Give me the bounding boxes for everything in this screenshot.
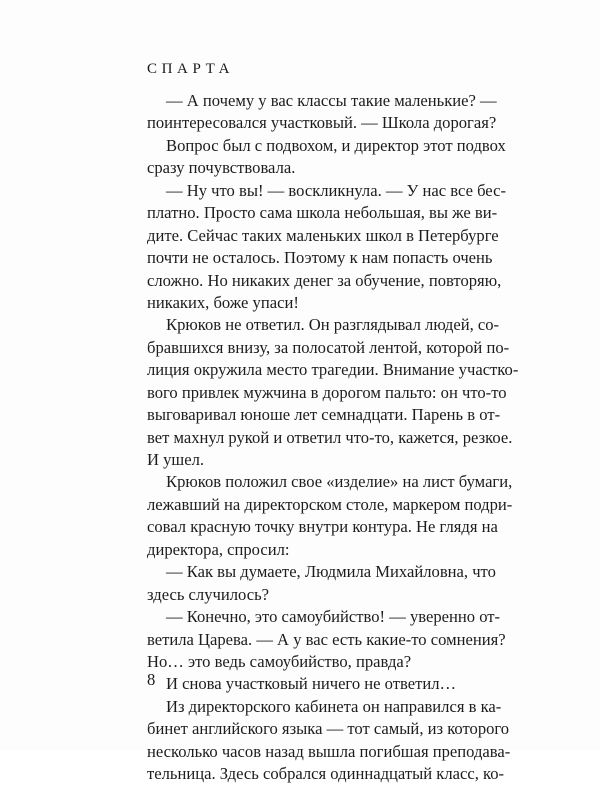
- text-line: — А почему у вас классы такие маленькие? —: [166, 91, 497, 110]
- body-text: [147, 90, 519, 786]
- text-line: поинтересовался участковый. — Школа дорогая?: [147, 113, 497, 133]
- text-line: вого привлек мужчина в дорогом пальто: он что-то: [147, 382, 507, 402]
- text-line: Вопрос был с подвохом, и директор этот подвох: [166, 135, 506, 155]
- text-line: сразу почувствовала.: [147, 158, 296, 178]
- running-head: СПАРТА: [147, 61, 235, 77]
- page-number: 8: [147, 670, 156, 689]
- text-line: бинет английского языка — тот самый, из которого: [147, 719, 510, 739]
- text-line: несколько часов назад вышла погибшая преподава-: [147, 741, 511, 761]
- text-line: совал красную точку внутри контура. Не глядя на: [147, 517, 498, 537]
- text-line: дите. Сейчас таких маленьких школ в Петербурге: [147, 225, 499, 245]
- text-line: вет махнул рукой и ответил что-то, кажется, резкое.: [147, 427, 513, 447]
- text-line: сложно. Но никаких денег за обучение, повторяю,: [147, 270, 502, 290]
- text-line: директора, спросил:: [147, 539, 290, 559]
- text-line: лиция окружила место трагедии. Внимание участко-: [147, 360, 519, 380]
- text-line: лежавший на директорском столе, маркером подри-: [147, 494, 513, 514]
- text-line: выговаривал юноше лет семнадцати. Парень в от-: [147, 405, 501, 425]
- text-line: Крюков не ответил. Он разглядывал людей, со-: [166, 315, 500, 335]
- text-line: — Ну что вы! — воскликнула. — У нас все бес-: [166, 180, 506, 200]
- text-line: — Конечно, это самоубийство! — уверенно от-: [166, 607, 501, 627]
- text-line: — Как вы думаете, Людмила Михайловна, что: [166, 562, 496, 582]
- text-line: никаких, боже упаси!: [147, 292, 299, 312]
- text-line: бравшихся внизу, за полосатой лентой, которой по-: [147, 337, 510, 357]
- text-line: Из директорского кабинета он направился в ка-: [166, 696, 502, 716]
- text-line: тельница. Здесь собрался одиннадцатый класс, ко-: [147, 764, 505, 784]
- text-line: почти не осталось. Поэтому к нам попасть очень: [147, 248, 493, 268]
- text-line: Но… это ведь самоубийство, правда?: [147, 651, 412, 671]
- text-line: И снова участковый ничего не ответил…: [166, 674, 457, 694]
- text-line: ветила Царева. — А у вас есть какие-то сомнения?: [147, 629, 506, 649]
- text-line: здесь случилось?: [147, 584, 270, 604]
- text-line: Крюков положил свое «изделие» на лист бумаги,: [166, 472, 513, 492]
- text-line: И ушел.: [147, 450, 205, 469]
- text-line: платно. Просто сама школа небольшая, вы же ви-: [147, 203, 498, 223]
